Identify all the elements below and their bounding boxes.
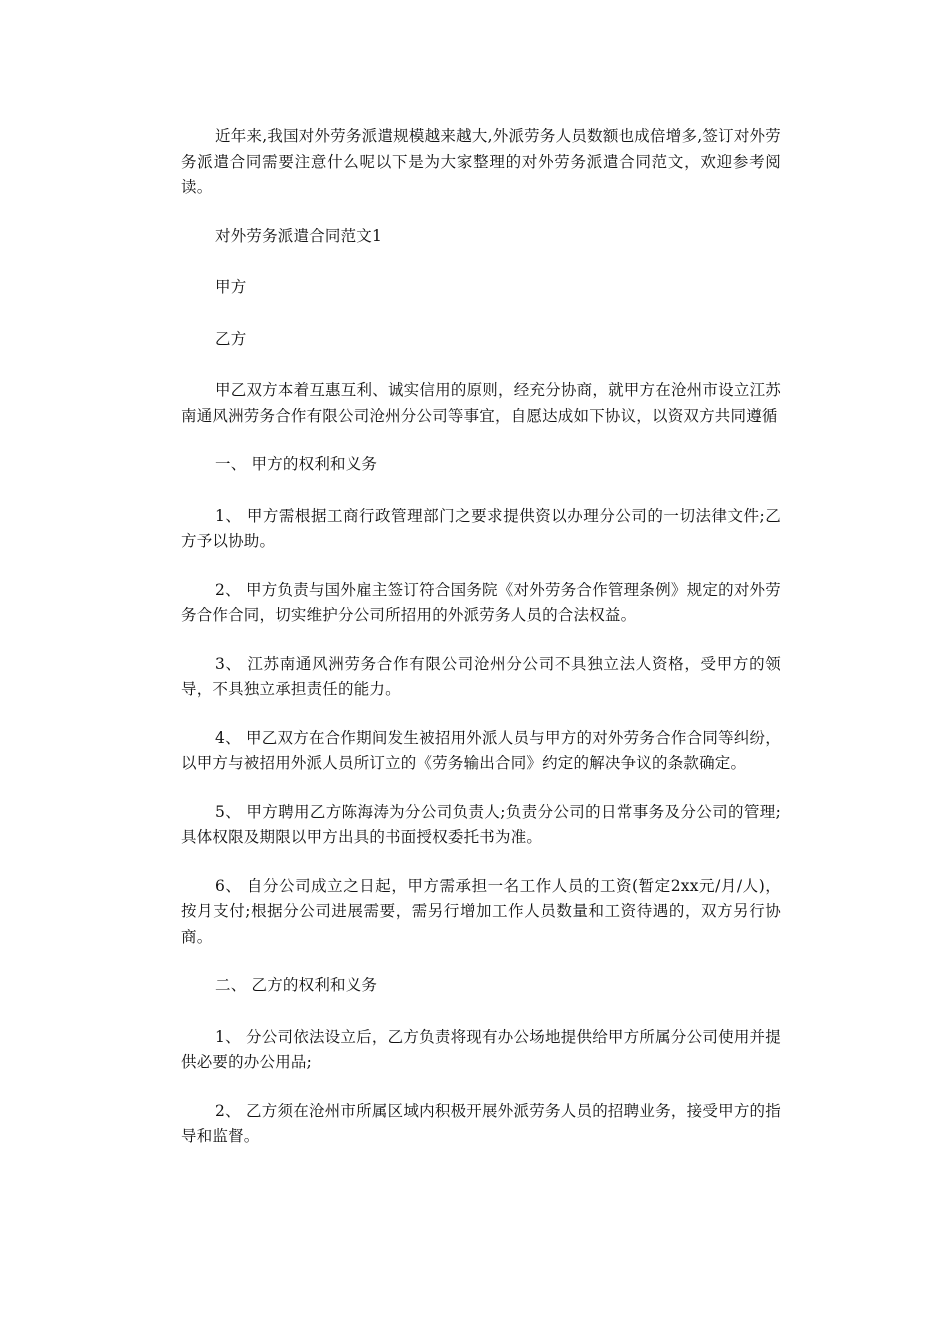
contract-title: 对外劳务派遣合同范文1	[215, 226, 383, 245]
document-body	[181, 124, 781, 1173]
preamble-paragraph: 甲乙双方本着互惠互利、诚实信用的原则，经充分协商，就甲方在沧州市设立江苏南通风洲劳务合作有限公司沧州分公司等事宜，自愿达成如下协议，以资双方共同遵循	[181, 381, 781, 425]
section-heading-party-b: 二、 乙方的权利和义务	[215, 976, 378, 994]
clause-a-3: 3、 江苏南通风洲劳务合作有限公司沧州分公司不具独立法人资格，受甲方的领导，不具独立承担责任的能力。	[181, 654, 781, 698]
party-a-label: 甲方	[215, 278, 247, 296]
clause-a-2: 2、 甲方负责与国外雇主签订符合国务院《对外劳务合作管理条例》规定的对外劳务合作合同，切实维护分公司所招用的外派劳务人员的合法权益。	[181, 580, 781, 624]
clause-a-5: 5、 甲方聘用乙方陈海涛为分公司负责人;负责分公司的日常事务及分公司的管理;具体权限及期限以甲方出具的书面授权委托书为准。	[181, 802, 781, 846]
intro-paragraph: 近年来,我国对外劳务派遣规模越来越大,外派劳务人员数额也成倍增多,签订对外劳务派遣合同需要注意什么呢以下是为大家整理的对外劳务派遣合同范文，欢迎参考阅读。	[181, 127, 781, 196]
clause-a-1: 1、 甲方需根据工商行政管理部门之要求提供资以办理分公司的一切法律文件;乙方予以协助。	[181, 506, 781, 550]
clause-a-6: 6、 自分公司成立之日起，甲方需承担一名工作人员的工资(暂定2xx元/月/人)，按月支付;根据分公司进展需要，需另行增加工作人员数量和工资待遇的，双方另行协商。	[181, 876, 781, 946]
clause-b-2: 2、 乙方须在沧州市所属区域内积极开展外派劳务人员的招聘业务，接受甲方的指导和监督。	[181, 1101, 781, 1145]
party-b-label: 乙方	[215, 329, 247, 348]
clause-a-4: 4、 甲乙双方在合作期间发生被招用外派人员与甲方的对外劳务合作合同等纠纷，以甲方与被招用外派人员所订立的《劳务输出合同》约定的解决争议的条款确定。	[181, 728, 781, 772]
section-heading-party-a: 一、 甲方的权利和义务	[215, 455, 378, 473]
clause-b-1: 1、 分公司依法设立后，乙方负责将现有办公场地提供给甲方所属分公司使用并提供必要的办公用品;	[181, 1027, 781, 1071]
